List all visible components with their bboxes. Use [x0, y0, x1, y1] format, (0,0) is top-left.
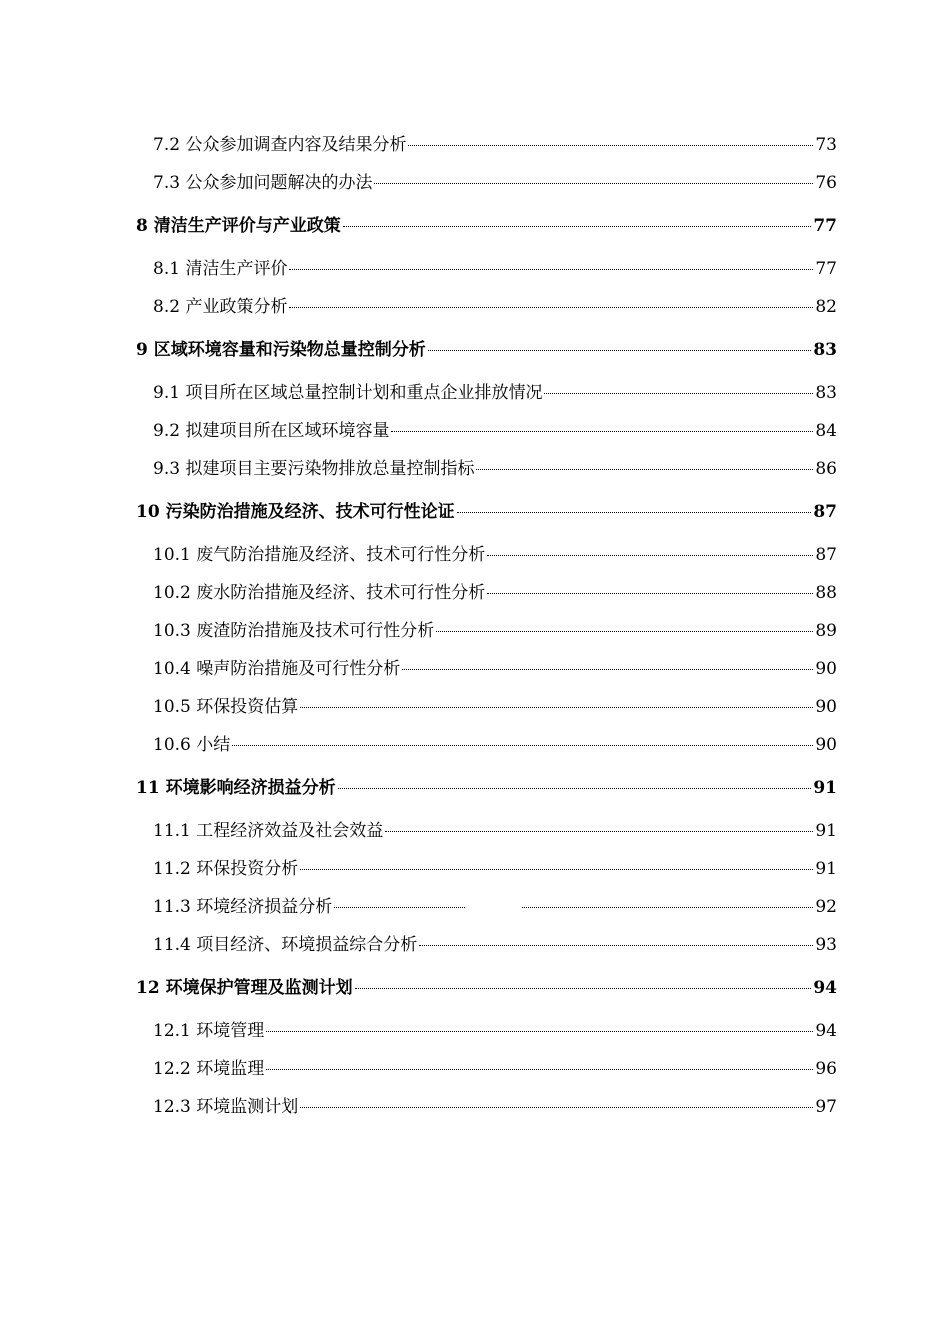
toc-section-entry[interactable] [136, 688, 837, 726]
toc-page-number: 82 [815, 297, 837, 317]
toc-dot-leader [385, 830, 813, 832]
toc-section-entry[interactable] [136, 850, 837, 888]
toc-dot-leader [300, 868, 813, 870]
toc-entry-title: 10 污染防治措施及经济、技术可行性论证 [136, 502, 455, 522]
toc-entry-title: 10.3 废渣防治措施及技术可行性分析 [153, 621, 435, 641]
toc-page-number: 90 [815, 659, 837, 679]
toc-page-number: 94 [815, 1021, 837, 1041]
toc-dot-leader [355, 987, 812, 989]
toc-dot-leader [232, 744, 813, 746]
toc-entry-title: 10.2 废水防治措施及经济、技术可行性分析 [153, 583, 486, 603]
toc-entry-title: 11.2 环保投资分析 [153, 859, 299, 879]
toc-section-entry[interactable] [136, 1050, 837, 1088]
toc-section-entry[interactable] [136, 926, 837, 964]
toc-dot-leader [391, 430, 813, 432]
toc-entry-title: 10.6 小结 [153, 735, 231, 755]
toc-dot-leader [476, 468, 813, 470]
toc-entry-title: 8.1 清洁生产评价 [153, 259, 288, 279]
toc-entry-title: 10.4 噪声防治措施及可行性分析 [153, 659, 401, 679]
toc-dot-leader [343, 225, 812, 227]
toc-page-number: 90 [815, 697, 837, 717]
toc-page-number: 91 [815, 821, 837, 841]
toc-page-number: 83 [815, 383, 837, 403]
toc-dot-leader [289, 306, 813, 308]
toc-dot-leader [487, 554, 813, 556]
toc-page-number: 73 [815, 135, 837, 155]
toc-entry-title: 11.3 环境经济损益分析 [153, 897, 333, 917]
toc-entry-title: 7.2 公众参加调查内容及结果分析 [153, 135, 407, 155]
toc-dot-leader [289, 268, 813, 270]
toc-dot-leader [334, 906, 813, 908]
toc-entry-title: 11.4 项目经济、环境损益综合分析 [153, 935, 418, 955]
toc-section-entry[interactable] [136, 1088, 837, 1126]
toc-page-number: 94 [813, 978, 837, 998]
leader-gap [466, 888, 522, 926]
toc-section-entry[interactable] [136, 574, 837, 612]
toc-chapter-entry[interactable] [136, 764, 837, 812]
toc-chapter-entry[interactable] [136, 488, 837, 536]
table-of-contents [136, 126, 837, 1126]
toc-section-entry[interactable] [136, 812, 837, 850]
toc-section-entry[interactable] [136, 536, 837, 574]
toc-entry-title: 12 环境保护管理及监测计划 [136, 978, 353, 998]
toc-entry-title: 7.3 公众参加问题解决的办法 [153, 173, 373, 193]
toc-entry-title: 9.3 拟建项目主要污染物排放总量控制指标 [153, 459, 475, 479]
toc-entry-title: 11 环境影响经济损益分析 [136, 778, 336, 798]
toc-dot-leader [408, 144, 813, 146]
toc-section-entry[interactable] [136, 450, 837, 488]
toc-dot-leader [487, 592, 813, 594]
toc-page-number: 83 [813, 340, 837, 360]
toc-section-entry[interactable] [136, 288, 837, 326]
toc-section-entry[interactable] [136, 888, 837, 926]
toc-entry-title: 12.1 环境管理 [153, 1021, 265, 1041]
toc-page-number: 90 [815, 735, 837, 755]
toc-section-entry[interactable] [136, 726, 837, 764]
toc-entry-title: 8.2 产业政策分析 [153, 297, 288, 317]
toc-entry-title: 9.1 项目所在区域总量控制计划和重点企业排放情况 [153, 383, 543, 403]
toc-page-number: 77 [815, 259, 837, 279]
toc-page-number: 88 [815, 583, 837, 603]
toc-page-number: 89 [815, 621, 837, 641]
toc-page-number: 84 [815, 421, 837, 441]
toc-entry-title: 12.2 环境监理 [153, 1059, 265, 1079]
toc-page-number: 77 [813, 216, 837, 236]
toc-section-entry[interactable] [136, 412, 837, 450]
toc-section-entry[interactable] [136, 250, 837, 288]
toc-section-entry[interactable] [136, 650, 837, 688]
toc-section-entry[interactable] [136, 374, 837, 412]
toc-chapter-entry[interactable] [136, 326, 837, 374]
toc-section-entry[interactable] [136, 1012, 837, 1050]
toc-dot-leader [457, 511, 812, 513]
toc-page-number: 76 [815, 173, 837, 193]
toc-page-number: 87 [813, 502, 837, 522]
toc-page-number: 91 [813, 778, 837, 798]
toc-section-entry[interactable] [136, 126, 837, 164]
toc-dot-leader [374, 182, 813, 184]
toc-dot-leader [300, 1106, 813, 1108]
toc-entry-title: 11.1 工程经济效益及社会效益 [153, 821, 384, 841]
toc-page-number: 92 [815, 897, 837, 917]
toc-dot-leader [544, 392, 813, 394]
toc-entry-title: 9 区域环境容量和污染物总量控制分析 [136, 340, 426, 360]
toc-chapter-entry[interactable] [136, 964, 837, 1012]
toc-page-number: 87 [815, 545, 837, 565]
toc-dot-leader [436, 630, 813, 632]
toc-entry-title: 10.1 废气防治措施及经济、技术可行性分析 [153, 545, 486, 565]
toc-dot-leader [402, 668, 813, 670]
toc-chapter-entry[interactable] [136, 202, 837, 250]
toc-entry-title: 10.5 环保投资估算 [153, 697, 299, 717]
toc-dot-leader [266, 1030, 813, 1032]
toc-page-number: 91 [815, 859, 837, 879]
toc-dot-leader [300, 706, 813, 708]
toc-section-entry[interactable] [136, 164, 837, 202]
toc-entry-title: 8 清洁生产评价与产业政策 [136, 216, 341, 236]
toc-page-number: 96 [815, 1059, 837, 1079]
toc-page-number: 93 [815, 935, 837, 955]
toc-page-number: 97 [815, 1097, 837, 1117]
toc-entry-title: 12.3 环境监测计划 [153, 1097, 299, 1117]
toc-section-entry[interactable] [136, 612, 837, 650]
toc-dot-leader [266, 1068, 813, 1070]
toc-dot-leader [419, 944, 813, 946]
toc-page-number: 86 [815, 459, 837, 479]
toc-dot-leader [338, 787, 812, 789]
toc-dot-leader [428, 349, 812, 351]
toc-entry-title: 9.2 拟建项目所在区域环境容量 [153, 421, 390, 441]
